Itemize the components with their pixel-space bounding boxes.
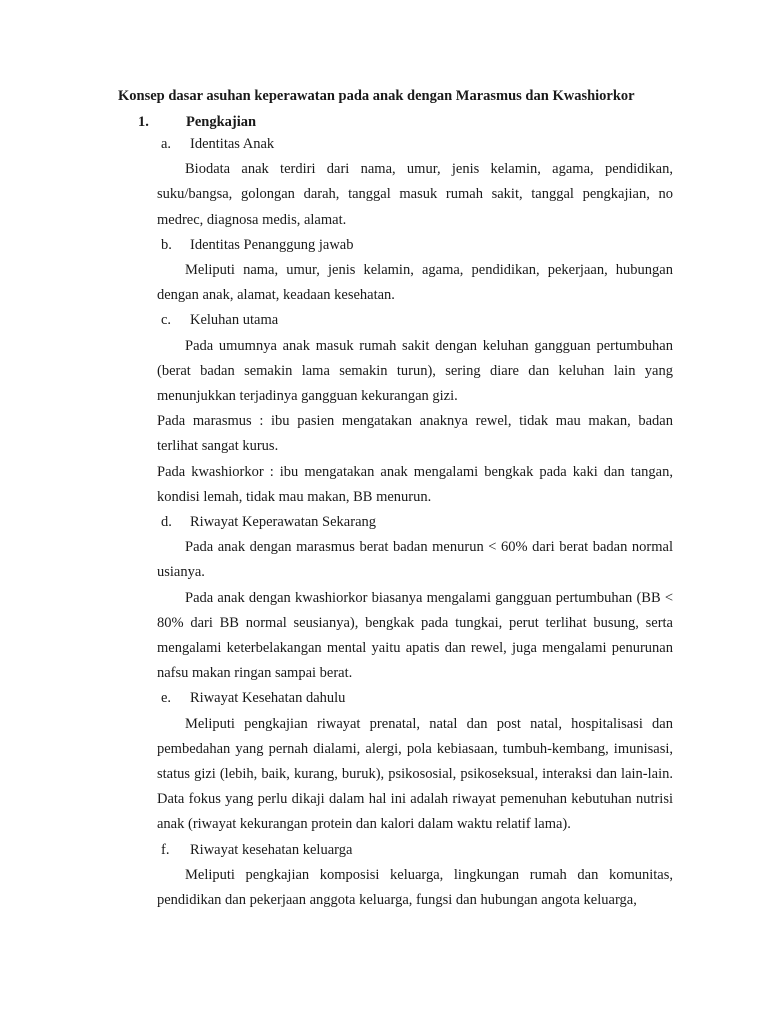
subsection-letter: c. [161,312,172,329]
subsection-heading: Keluhan utama [190,312,279,329]
subsection-letter: a. [161,136,172,152]
subsection-e [157,686,673,711]
document-body [157,132,673,913]
section-title: Pengkajian [186,114,257,130]
subsection-letter: d. [161,514,172,530]
subsection-letter: f. [161,841,170,858]
subsection-f [157,838,673,863]
subsection-b [157,233,673,258]
section-number: 1. [138,114,149,130]
subsection-heading: Identitas Penanggung jawab [190,236,354,253]
subsection-heading: Riwayat Kesehatan dahulu [190,690,346,707]
paragraph: Meliputi pengkajian komposisi keluarga, lingkungan rumah dan komunitas, pendidikan dan pekerjaan anggota keluarga, fungsi dan hubungan angota keluarga, [157,866,673,908]
paragraph: Meliputi pengkajian riwayat prenatal, natal dan post natal, hospitalisasi dan pembedahan yang pernah dialami, alergi, pola kebiasaan, tumbuh-kembang, imunisasi, status gizi (lebih, baik, kurang, buruk), psikososial, psikoseksual, interaksi dan lain-lain. Data fokus yang perlu dikaji dalam hal ini adalah riwayat pemenuhan kebutuhan nutrisi anak (riwayat kekurangan protein dan kalori dalam waktu relatif lama). [157,715,673,833]
paragraph: Pada marasmus : ibu pasien mengatakan anaknya rewel, tidak mau makan, badan terlihat sangat kurus. [157,413,673,455]
subsection-heading: Riwayat kesehatan keluarga [190,841,353,858]
subsection-heading: Identitas Anak [190,136,275,152]
paragraph: Pada umumnya anak masuk rumah sakit dengan keluhan gangguan pertumbuhan (berat badan semakin lama semakin turun), sering diare dan keluhan lain yang menunjukkan terjadinya gangguan kekurangan gizi. [157,337,673,404]
paragraph: Meliputi nama, umur, jenis kelamin, agama, pendidikan, pekerjaan, hubungan dengan anak, alamat, keadaan kesehatan. [157,261,673,304]
subsection-a [157,132,673,157]
subsection-c [157,308,673,333]
subsection-letter: b. [161,236,172,253]
paragraph: Biodata anak terdiri dari nama, umur, jenis kelamin, agama, pendidikan, suku/bangsa, golongan darah, tanggal masuk rumah sakit, tanggal pengkajian, no medrec, diagnosa medis, alamat. [157,161,673,228]
paragraph: Pada kwashiorkor : ibu mengatakan anak mengalami bengkak pada kaki dan tangan, kondisi lemah, tidak mau makan, BB menurun. [157,463,673,505]
paragraph: Pada anak dengan kwashiorkor biasanya mengalami gangguan pertumbuhan (BB < 80% dari BB normal seusianya), bengkak pada tungkai, perut terlihat busung, serta mengalami keterbelakangan mental yaitu apatis dan rewel, juga mengalami penurunan nafsu makan ringan sampai berat. [157,589,673,682]
subsection-letter: e. [161,690,172,707]
paragraph: Pada anak dengan marasmus berat badan menurun < 60% dari berat badan normal usianya. [157,539,673,581]
document-title: Konsep dasar asuhan keperawatan pada anak dengan Marasmus dan Kwashiorkor [118,88,635,104]
subsection-d [157,510,673,535]
subsection-heading: Riwayat Keperawatan Sekarang [190,514,377,530]
